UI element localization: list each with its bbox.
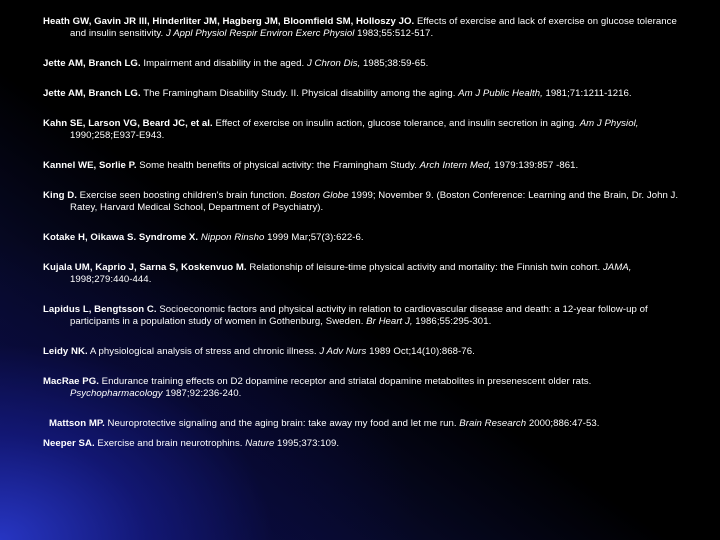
reference-authors: King D. <box>43 190 77 201</box>
reference-details: 1989 Oct;14(10):868-76. <box>366 346 475 357</box>
reference-title: Neuroprotective signaling and the aging brain: take away my food and let me run. <box>104 418 460 429</box>
reference-journal: Brain Research <box>459 418 527 429</box>
reference-title: Relationship of leisure-time physical activity and mortality: the Finnish twin cohort. <box>246 262 603 273</box>
reference-details: 1979:139:857 -861. <box>491 160 579 171</box>
reference-item <box>43 16 683 40</box>
reference-authors: Leidy NK. <box>43 346 88 357</box>
reference-details: 1999; November 9. (Boston Conference: Learning and the Brain, Dr. John J. Ratey, Harvard Medical School, Department of Psychiatry). <box>70 190 679 213</box>
reference-journal: Boston Globe <box>289 190 349 201</box>
reference-title: Impairment and disability in the aged. <box>140 58 307 69</box>
reference-details: 1995;373:109. <box>274 438 340 449</box>
reference-list <box>43 16 683 468</box>
reference-item <box>43 262 683 286</box>
reference-journal: Am J Public Health, <box>458 88 543 99</box>
reference-item <box>43 438 683 450</box>
reference-details: 1998;279:440-444. <box>70 274 152 285</box>
reference-title: Effects of exercise and lack of exercise on glucose tolerance and insulin sensitivity. <box>70 16 677 39</box>
reference-journal: J Adv Nurs <box>319 346 367 357</box>
reference-details: 1986;55:295-301. <box>412 316 492 327</box>
reference-item <box>43 346 683 358</box>
reference-journal: JAMA, <box>602 262 632 273</box>
reference-journal: J Chron Dis, <box>306 58 361 69</box>
reference-details: 1981;71:1211-1216. <box>542 88 632 99</box>
reference-authors: Jette AM, Branch LG. <box>43 88 141 99</box>
reference-journal: Nippon Rinsho <box>200 232 265 243</box>
reference-item <box>43 160 683 172</box>
reference-journal: Am J Physiol, <box>579 118 639 129</box>
reference-authors: Lapidus L, Bengtsson C. <box>43 304 157 315</box>
reference-journal: Nature <box>245 438 275 449</box>
reference-authors: Kannel WE, Sorlie P. <box>43 160 137 171</box>
reference-details: 1983;55:512-517. <box>354 28 434 39</box>
reference-title: The Framingham Disability Study. II. Physical disability among the aging. <box>140 88 459 99</box>
reference-item <box>43 58 683 70</box>
reference-authors: MacRae PG. <box>43 376 99 387</box>
reference-details: 1990;258;E937-E943. <box>70 130 165 141</box>
reference-authors: Neeper SA. <box>43 438 95 449</box>
reference-title: Effect of exercise on insulin action, glucose tolerance, and insulin secretion in aging. <box>212 118 580 129</box>
reference-item <box>43 118 683 142</box>
reference-item <box>43 376 683 400</box>
reference-authors: Heath GW, Gavin JR III, Hinderliter JM, Hagberg JM, Bloomfield SM, Holloszy JO. <box>43 16 415 27</box>
reference-title: Exercise and brain neurotrophins. <box>94 438 246 449</box>
reference-item <box>43 304 683 328</box>
reference-title: Endurance training effects on D2 dopamine receptor and striatal dopamine metabolites in presenescent older rats. <box>98 376 592 387</box>
reference-authors: Kujala UM, Kaprio J, Sarna S, Koskenvuo M. <box>43 262 247 273</box>
reference-title: Exercise seen boosting children's brain function. <box>76 190 290 201</box>
reference-details: 2000;886:47-53. <box>526 418 600 429</box>
reference-journal: Arch Intern Med, <box>419 160 492 171</box>
reference-item <box>43 190 683 214</box>
reference-journal: Psychopharmacology <box>70 388 163 399</box>
reference-title: A physiological analysis of stress and chronic illness. <box>87 346 320 357</box>
reference-authors: Jette AM, Branch LG. <box>43 58 141 69</box>
reference-details: 1999 Mar;57(3):622-6. <box>264 232 364 243</box>
reference-journal: Br Heart J, <box>366 316 413 327</box>
reference-title: Some health benefits of physical activity: the Framingham Study. <box>136 160 420 171</box>
reference-title: Socioeconomic factors and physical activity in relation to cardiovascular disease and death: a 12-year follow-up of participants in a population study of women in Gothenburg, Sweden. <box>70 304 648 327</box>
reference-authors: Mattson MP. <box>49 418 105 429</box>
reference-item <box>46 418 683 430</box>
reference-journal: J Appl Physiol Respir Environ Exerc Physiol <box>166 28 355 39</box>
reference-item <box>43 232 683 244</box>
reference-authors: Kotake H, Oikawa S. Syndrome X. <box>43 232 199 243</box>
reference-authors: Kahn SE, Larson VG, Beard JC, et al. <box>43 118 213 129</box>
reference-details: 1987;92:236-240. <box>162 388 242 399</box>
reference-details: 1985;38:59-65. <box>360 58 429 69</box>
reference-item <box>43 88 683 100</box>
